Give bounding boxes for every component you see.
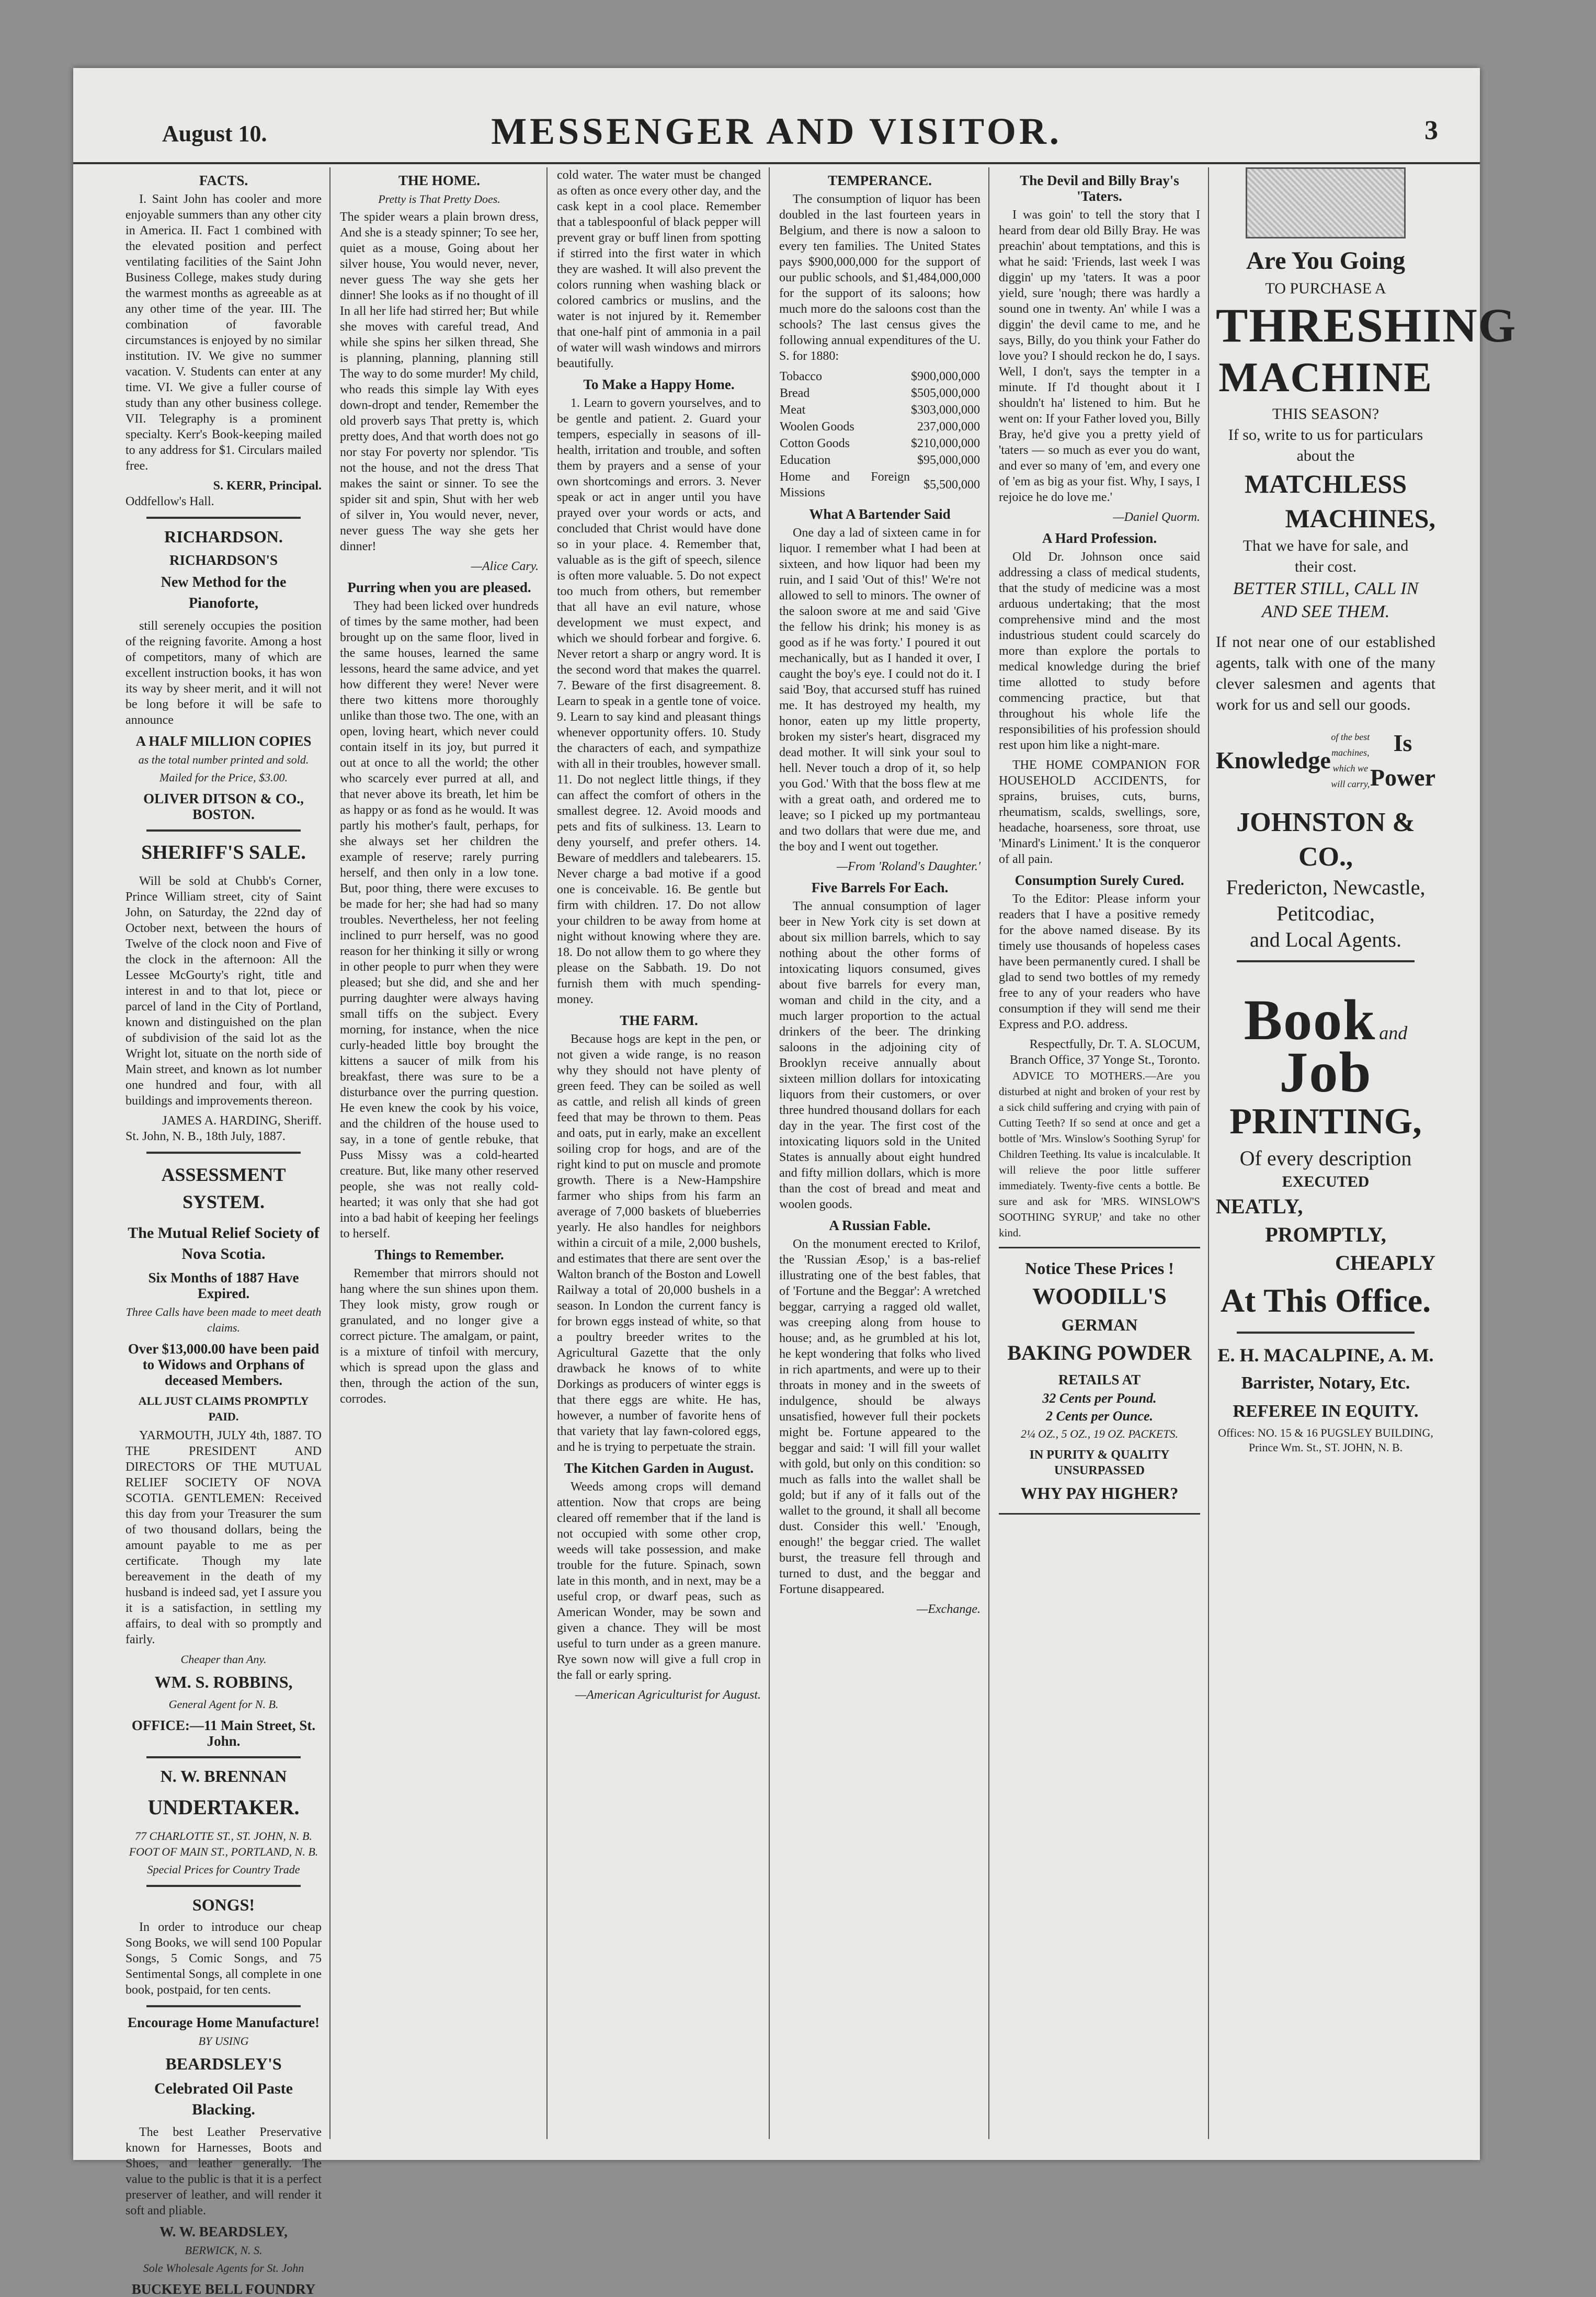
- ad-every-description: Of every description: [1239, 1146, 1412, 1170]
- farm-body: Because hogs are kept in the pen, or not given a wide range, is no reason why they should not have plenty of green feed. They can be soiled as well as cattle, and relish all kinds of green feed that may be thrown to them. Peas and oats, put in early, make an excellent soiling crop for hogs, and are of the right kind to put on muscle and promote growth. There is a New-Hampshire farmer who ships from his farm an average of 7,000 baskets of blueberries yearly. He also handles for neighbors within a circuit of a mile, 2,000 bushels, and estimates that there are sent over the Walton branch of the Boston and Lowell Railway a total of 20,000 bushels in a season. In London the current fancy is for brown eggs instead of white, so that a poultry breeder writes to the Agricultural Gazette that the only drawback he knows of to white Dorkings as producers of winter eggs is that there eggs are white. He has, however, a number of favorite hens of that variety that lay fawn-colored eggs, and he is trying to perpetuate the strain.: [557, 1032, 761, 1454]
- robbins-office: OFFICE:—11 Main Street, St. John.: [131, 1718, 316, 1749]
- assessment-prompt: ALL JUST CLAIMS PROMPTLY PAID.: [138, 1394, 309, 1423]
- expenditure-item: Home and Foreign Missions: [780, 470, 910, 499]
- expenditure-item: Woolen Goods: [780, 420, 854, 434]
- fable-title: A Russian Fable.: [829, 1218, 931, 1233]
- richardson-copies: A HALF MILLION COPIES: [135, 733, 312, 749]
- beardsley-name: BEARDSLEY'S: [165, 2054, 282, 2073]
- barrels-title: Five Barrels For Each.: [811, 880, 949, 895]
- ad-this-season: THIS SEASON?: [1272, 405, 1380, 423]
- column-ads-right: [1216, 167, 1517, 2139]
- column-farm: [557, 167, 761, 2139]
- ad-machine: MACHINE: [1218, 355, 1433, 401]
- expenditure-row: [779, 435, 981, 452]
- woodill-why: WHY PAY HIGHER?: [1020, 1484, 1179, 1503]
- page-number: 3: [1424, 116, 1438, 145]
- happy-home-body: 1. Learn to govern yourselves, and to be gentle and patient. 2. Guard your tempers, especially in seasons of ill-health, irritation and trouble, and soften them by prayers and a sense of your own shortcomings and errors. 3. Never speak or act in anger until you have prayed over your words or acts, and concluded that Christ would have done so in your place. 4. Remember that, valuable as is the gift of speech, silence is often more valuable. 5. Do not expect too much from others, but remember that all have an evil nature, whose development we must expect, and which we should forbear and forgive. 6. Never retort a sharp or angry word. It is the second word that makes the quarrel. 7. Beware of the first disagreement. 8. Learn to speak in a gentle tone of voice. 9. Learn to say kind and pleasant things whenever opportunity offers. 10. Study the characters of each, and sympathize with all in their troubles, however small. 11. Do not neglect little things, if they can affect the comfort of others in the smallest degree. 12. Avoid moods and pets and fits of sulkiness. 13. Learn to deny yourself, and prefer others. 14. Beware of meddlers and talebearers. 15. Never charge a bad motive if a good one is conceivable. 16. Be gentle but firm with children. 17. Do not allow your children to be away from home at night without knowing where they are. 18. Do not allow them to go where they please on the Sabbath. 19. Do not furnish them with much spending-money.: [557, 396, 761, 1006]
- divider: [1237, 960, 1415, 962]
- woodill-name: WOODILL'S: [1032, 1283, 1167, 1309]
- expenditure-item: Education: [780, 453, 831, 467]
- beardsley-agents: Sole Wholesale Agents for St. John: [143, 2261, 304, 2275]
- sheriff-signature: JAMES A. HARDING, Sheriff.: [162, 1114, 322, 1128]
- ad-are-you-going: Are You Going: [1246, 247, 1406, 275]
- ad-neatly: NEATLY,: [1216, 1195, 1303, 1218]
- expenditure-amount: $505,000,000: [911, 386, 980, 400]
- woodill-price-pound: 32 Cents per Pound.: [1042, 1391, 1157, 1406]
- column-rule: [1208, 167, 1209, 2139]
- woodill-german: GERMAN: [1061, 1315, 1138, 1334]
- column-misc: [999, 167, 1200, 2139]
- divider: [1237, 1332, 1415, 1334]
- assessment-society: The Mutual Relief Society of Nova Scotia.: [128, 1224, 320, 1263]
- consumption-signature: Respectfully, Dr. T. A. SLOCUM, Branch Office, 37 Yonge St., Toronto.: [1009, 1038, 1200, 1067]
- divider: [146, 829, 301, 832]
- issue-date: August 10.: [162, 121, 267, 146]
- expenditure-amount: 237,000,000: [917, 420, 980, 434]
- bartender-title: What A Bartender Said: [809, 506, 951, 522]
- beardsley-maker: W. W. BEARDSLEY,: [159, 2224, 288, 2239]
- assessment-calls: Three Calls have been made to meet death claims.: [126, 1305, 322, 1334]
- brennan-trade: UNDERTAKER.: [147, 1795, 300, 1819]
- divider: [146, 1885, 301, 1887]
- divider: [146, 517, 301, 519]
- ad-johnston: JOHNSTON & CO.,: [1236, 808, 1415, 872]
- expenditure-row: [779, 402, 981, 418]
- expenditure-table: [779, 368, 981, 501]
- expenditure-amount: $95,000,000: [917, 453, 980, 467]
- ad-to-purchase: TO PURCHASE A: [1265, 280, 1386, 297]
- ad-job: Job: [1279, 1040, 1372, 1104]
- expenditure-amount: $210,000,000: [911, 437, 980, 450]
- story-body: They had been licked over hundreds of times by the same mother, had been brought up on the same floor, lived in the same houses, learned the same lessons, heard the same advice, and yet how different they were! Never were there two kittens more thoroughly unlike than those two. The one, with an open, loving heart, which never could contain itself in its joy, but purred it out at once to all the world; the other who scarcely ever purred at all, and that never above its breath, let him be as happy or as fond as he would. It was partly his mother's fault, perhaps, for she always set her children the example of reserve; rarely purring herself, and then only in a low tone. But, poor thing, there were excuses to be made for her; she had had so many troubles. Nevertheless, her not feeling inclined to purr herself, was no good reason for her thinking it silly or wrong in other people to purr when they were pleased; but she did, and she and her purring daughter were always having small tiffs on the subject. Every morning, for instance, when the nice curly-headed little boy brought the kittens a saucer of milk from his breakfast, there was sure to be a disturbance over the purring question. He even knew the cook by his voice, and the children of the house used to say, in a tone of gentle rebuke, that Puss Missy was a cold-hearted creature. But, like many other reserved people, she was not really cold-hearted; it was only that she had got into a bad habit of keeping her feelings to herself.: [340, 599, 539, 1241]
- profession-title: A Hard Profession.: [1042, 530, 1157, 546]
- masthead: [73, 105, 1480, 164]
- consumption-title: Consumption Surely Cured.: [1014, 872, 1184, 888]
- richardson-subtitle: RICHARDSON'S: [169, 552, 278, 568]
- richardson-body: still serenely occupies the position of the reigning favorite. Among a host of competitors, many of which are excellent instruction books, it has won its way by sheer merit, and it will not be long before it will be safe to announce: [126, 619, 322, 727]
- sheriff-date: St. John, N. B., 18th July, 1887.: [126, 1130, 286, 1143]
- beardsley-body: The best Leather Preservative known for Harnesses, Boots and Shoes, and leather generally. The value to the public is that it is a perfect preserver of leather, and will render it soft and pliable.: [126, 2125, 322, 2218]
- facts-hall: Oddfellow's Hall.: [126, 495, 214, 508]
- brennan-address: 77 CHARLOTTE ST., ST. JOHN, N. B. FOOT OF MAIN ST., PORTLAND, N. B.: [129, 1829, 318, 1858]
- home-heading: THE HOME.: [398, 173, 480, 188]
- ad-their-cost: their cost.: [1294, 558, 1357, 575]
- woodill-price-ounce: 2 Cents per Ounce.: [1045, 1408, 1154, 1424]
- ad-and-see: AND SEE THEM.: [1261, 602, 1390, 621]
- woodill-baking: BAKING POWDER: [1007, 1341, 1192, 1364]
- ad-knowledge: Knowledge: [1216, 747, 1331, 774]
- farm-heading: THE FARM.: [620, 1013, 698, 1028]
- songs-body: In order to introduce our cheap Song Books, we will send 100 Popular Songs, 5 Comic Songs, and 75 Sentimental Songs, all complete in one book, postpaid, for ten cents.: [126, 1920, 322, 1997]
- brennan-prices: Special Prices for Country Trade: [147, 1863, 300, 1876]
- beardsley-by-using: BY USING: [198, 2034, 249, 2048]
- sheriff-title: SHERIFF'S SALE.: [141, 842, 306, 863]
- ad-printing: PRINTING,: [1229, 1101, 1422, 1142]
- ad-executed: EXECUTED: [1282, 1173, 1370, 1190]
- ad-is-power: Is Power: [1370, 730, 1435, 791]
- ad-cheaply: CHEAPLY: [1335, 1251, 1435, 1275]
- expenditure-row: [779, 418, 981, 435]
- richardson-title: RICHARDSON.: [164, 527, 283, 546]
- household-intro: cold water. The water must be changed as often as once every other day, and the cask kept in a cool place. Remember that a tablespoonful of black pepper will prevent gray or buff linen from spotting if stirred into the first water in which they are washed. It will also prevent the colors running when washing black or colored cambrics or muslins, and the water is not injured by it. Remember that one-half pint of ammonia in a pail of water will wash windows and mirrors beautifully.: [557, 168, 761, 370]
- bartender-credit: —From 'Roland's Daughter.': [836, 860, 981, 873]
- ad-knowledge-line: [1216, 726, 1435, 795]
- expenditure-item: Bread: [780, 386, 810, 400]
- richardson-method: New Method for the Pianoforte,: [161, 574, 287, 611]
- divider: [146, 1756, 301, 1758]
- ad-of-the-best: of the best machines, which we will carry,: [1331, 732, 1370, 789]
- liniment-ad: THE HOME COMPANION FOR HOUSEHOLD ACCIDENTS, for sprains, bruises, cuts, burns, rheumatism, scalds, swellings, sore, headache, hoarseness, sore throat, use 'Minard's Liniment.' It is the conqueror of all pain.: [999, 758, 1200, 866]
- ad-and: and: [1379, 1022, 1408, 1043]
- column-rule: [988, 167, 989, 2139]
- temperance-heading: TEMPERANCE.: [828, 173, 932, 188]
- barrels-body: The annual consumption of lager beer in New York city is set down at about six million barrels, which to say nothing about the other forms of intoxicating liquors consumed, gives about five barrels for every man, woman and child in the city, and a much larger proportion to the actual drinkers of the beer. The drinking saloons in the adjoining city of Brooklyn receive annually about sixteen million dollars for intoxicating liquors from their customers, or over three hundred thousand dollars for each day in the year. The first cost of the intoxicating liquors sold in the United States is annually about eight hundred and fifty million dollars, which is more than the cost of bread and meat and woolen goods.: [779, 900, 981, 1211]
- sheriff-body: Will be sold at Chubb's Corner, Prince William street, city of Saint John, on Saturday, the 22nd day of October next, between the hours of Twelve of the clock noon and Five of the clock in the afternoon: All the Lessee McGourty's right, title and interest in and to that lot, piece or parcel of land in the City of Portland, known and distinguished on the plan of subdivision of the said lot as the Wright lot, situate on the north side of Main street, and known as lot number one hundred and four, with all buildings and improvements thereon.: [126, 874, 322, 1108]
- ad-barrister: Barrister, Notary, Etc.: [1241, 1373, 1410, 1393]
- beardsley-encourage: Encourage Home Manufacture!: [128, 2015, 320, 2030]
- ad-towns-1: Fredericton, Newcastle,: [1226, 875, 1426, 899]
- bartender-body: One day a lad of sixteen came in for liquor. I remember what I had been at sixteen, and how liquor had been my ruin, and I said 'Out of this!' We're not allowed to sell to minors. The owner of the saloon swore at me and said 'Give the fellow his drink; his money is as good as if he was forty.' I poured it out mechanically, but as I handed it over, I caught the boy's eye. I could not do it. I said 'Boy, that accursed stuff has ruined me. It has destroyed my health, my honor, eaten up my little property, broken my sister's heart, disgraced my dead mother. It will sink your soul to hell. Never touch a drop of it, so help you God.' With that the boss flew at me with a great oath, and ordered me to leave; so I picked up my portmanteau and two dollars that were due me, and the boy and I went out together.: [779, 526, 981, 854]
- column-rule: [329, 167, 330, 2139]
- facts-signature: S. KERR, Principal.: [213, 479, 322, 493]
- ad-macalpine: E. H. MACALPINE, A. M.: [1217, 1345, 1434, 1366]
- garden-body: Weeds among crops will demand attention. Now that crops are being cleared off remember that if the land is not occupied with some other crop, weeds will take possession, and make trouble for the future. Spinach, sown late in this month, and in next, may be a useful crop, or dwarf peas, such as American Wonder, may be sown and given a chance. They will be most useful to turn under as a green manure. Rye sown now will give a full crop in the fall or early spring.: [557, 1480, 761, 1682]
- robbins-agent: General Agent for N. B.: [168, 1698, 279, 1711]
- beardsley-product: Celebrated Oil Paste Blacking.: [154, 2080, 293, 2118]
- richardson-copies-note: as the total number printed and sold.: [138, 753, 309, 766]
- things-body: Remember that mirrors should not hang where the sun shines upon them. They look misty, grow rough or granulated, and no longer give a correct picture. The amalgam, or paint, is a mixture of tinfoil with mercury, which is spread upon the glass and then, through the action of the sun, corrodes.: [340, 1267, 539, 1406]
- expenditure-row: [779, 385, 981, 402]
- poem-title: Pretty is That Pretty Does.: [378, 192, 500, 206]
- ad-referee: REFEREE IN EQUITY.: [1233, 1402, 1419, 1421]
- assessment-title: ASSESSMENT SYSTEM.: [161, 1164, 286, 1212]
- column-temperance: [779, 167, 981, 2139]
- assessment-body: YARMOUTH, JULY 4th, 1887. TO THE PRESIDENT AND DIRECTORS OF THE MUTUAL RELIEF SOCIETY OF NOVA SCOTIA. GENTLEMEN: Received this day from your Treasurer the sum of two thousand dollars, being the amount payable to me as per certificate. Though my late bereavement in the death of my husband is indeed sad, yet I assure you it is a satisfaction, in settling my affairs, to deal with so promptly and fairly.: [126, 1429, 322, 1646]
- divider: [146, 2005, 301, 2007]
- divider: [146, 1152, 301, 1154]
- fable-body: On the monument erected to Krilof, the 'Russian Æsop,' is a bas-relief illustrating one of the best fables, that of 'Fortune and the Beggar': A wretched beggar, carrying a ragged old wallet, was creeping along from house to house; and, as he grumbled at his lot, he kept wondering that folks who lived in rich apartments, and were up to their throats in money and in the sweets of indulgence, should be always unsatisfied, however full their pockets might be. Fortune appeared to the beggar and said: 'I will fill your wallet with gold, but only on this condition: so much as falls into the wallet shall be gold; but if any of it falls out of the wallet to the ground, it shall all become dust. Consider this well.' 'Enough, enough!' the beggar cried. The wallet burst, the treasure fell through and turned to dust, and the beggar and Fortune disappeared.: [779, 1237, 981, 1596]
- facts-heading: FACTS.: [199, 173, 248, 188]
- assessment-paid: Over $13,000.00 have been paid to Widows and Orphans of deceased Members.: [128, 1341, 320, 1388]
- poem-body: The spider wears a plain brown dress, And she is a steady spinner; To see her, quiet as a mouse, Going about her silver house, You would never, never, never guess The way she gets her dinner! She looks as if no thought of ill In all her life had stirred her; But while she moves with careful tread, And while she spins her silken thread, She is planning, planning, planning still The way to do some murder! My child, who reads this simple lay With eyes down-dropt and tender, Remember the old proverb says That pretty is, which pretty does, And that worth does not go nor stay For poverty nor splendor. 'Tis not the house, and not the dress That makes the saint or sinner. To see the spider sit and spin, Shut with her web of silver in, You would never, never, never guess The way she gets her dinner!: [340, 210, 539, 553]
- ad-matchless: MATCHLESS: [1244, 469, 1407, 498]
- ad-machines: MACHINES,: [1285, 504, 1435, 533]
- baking-powder-ad: [999, 1247, 1200, 1515]
- column-ads-left: [126, 167, 322, 2297]
- expenditure-amount: $900,000,000: [911, 370, 980, 383]
- devil-title: The Devil and Billy Bray's 'Taters.: [1020, 173, 1179, 204]
- expenditure-item: Cotton Goods: [780, 437, 850, 450]
- brennan-name: N. W. BRENNAN: [160, 1767, 287, 1786]
- woodill-retails: RETAILS AT: [1058, 1372, 1141, 1388]
- ad-promptly: PROMPTLY,: [1265, 1223, 1386, 1246]
- expenditure-amount: $5,500,000: [924, 478, 980, 492]
- garden-title: The Kitchen Garden in August.: [564, 1460, 754, 1476]
- things-title: Things to Remember.: [374, 1247, 504, 1263]
- ad-this-office: At This Office.: [1220, 1282, 1431, 1319]
- happy-home-title: To Make a Happy Home.: [583, 377, 735, 392]
- ad-towns-2: Petitcodiac,: [1276, 902, 1375, 925]
- expenditure-item: Tobacco: [780, 370, 822, 383]
- ad-better-still: BETTER STILL, CALL IN: [1233, 579, 1419, 598]
- threshing-machine-engraving: [1246, 167, 1406, 238]
- ad-if-not-near: If not near one of our established agents, talk with one of the many clever salesmen and agents that work for us and sell our goods.: [1216, 633, 1435, 713]
- ad-threshing: THRESHING: [1216, 299, 1517, 352]
- ad-about-the: about the: [1296, 447, 1355, 464]
- assessment-cheaper: Cheaper than Any.: [180, 1653, 267, 1666]
- beardsley-location: BERWICK, N. S.: [185, 2244, 263, 2257]
- mothers-advice: ADVICE TO MOTHERS.—Are you disturbed at night and broken of your rest by a sick child suffering and crying with pain of Cutting Teeth? If so send at once and get a bottle of 'Mrs. Winslow's Soothing Syrup' for Children Teething. Its value is incalculable. It will relieve the poor little sufferer immediately. Twenty-five cents a bottle. Be sure and ask for 'MRS. WINSLOW'S SOOTHING SYRUP,' and take no other kind.: [999, 1070, 1200, 1239]
- woodill-purity: IN PURITY & QUALITY UNSURPASSED: [1029, 1448, 1170, 1477]
- expenditure-item: Meat: [780, 403, 806, 417]
- newspaper-title: MESSENGER AND VISITOR.: [491, 110, 1062, 152]
- robbins-name: WM. S. ROBBINS,: [154, 1673, 293, 1691]
- woodill-packets: 2¼ OZ., 5 OZ., 19 OZ. PACKETS.: [1021, 1427, 1178, 1440]
- ad-if-so: If so, write to us for particulars: [1228, 426, 1423, 444]
- garden-credit: —American Agriculturist for August.: [575, 1688, 761, 1702]
- expenditure-row: [779, 452, 981, 469]
- ad-macalpine-office: Offices: NO. 15 & 16 PUGSLEY BUILDING, Prince Wm. St., ST. JOHN, N. B.: [1218, 1426, 1433, 1454]
- consumption-body: To the Editor: Please inform your readers that I have a positive remedy for the above named disease. By its timely use thousands of hopeless cases have been permanently cured. I shall be glad to send two bottles of my remedy free to any of your readers who have consumption if they will send me their Express and P.O. address.: [999, 892, 1200, 1031]
- expenditure-row: [779, 469, 981, 501]
- facts-body: I. Saint John has cooler and more enjoyable summers than any other city in America. II. Fact 1 combined with the elevated position and perfect ventilating facilities of the Saint John Business College, makes study during the warmest months as agreeable as at any other time of the year. III. The combination of favorable circumstances is enjoyed by no similar institution. IV. We give no summer vacation. V. Students can enter at any time. VI. We give a fuller course of study than any other business college. VII. Telegraphy is a prominent specialty. Kerr's Book-keeping mailed to any address for $1. Circulars mailed free.: [126, 192, 322, 473]
- richardson-mailed: Mailed for the Price, $3.00.: [159, 771, 288, 784]
- ad-that-we: That we have for sale, and: [1242, 537, 1409, 554]
- profession-body: Old Dr. Johnson once said addressing a class of medical students, that the study of medicine was a most arduous undertaking; that the most comprehensive mind and the most industrious student could scarcely do more than explore the portals to medical knowledge during the brief time allotted to study before commencing practice, but that throughout his whole life the responsibilities of his profession should rest upon him like a night-mare.: [999, 550, 1200, 752]
- book-job-line: [1216, 988, 1435, 1104]
- temperance-intro: The consumption of liquor has been doubled in the last fourteen years in Belgium, and there is now a saloon to every ten families. The United States pays $900,000,000 for the support of our public schools, and $1,484,000,000 for the support of its saloons; how much more do the saloons cost than the schools? The last census gives the following annual expenditures of the U. S. for 1880:: [779, 192, 981, 363]
- notice-prices: Notice These Prices !: [1025, 1259, 1174, 1278]
- ad-book: Book: [1244, 988, 1376, 1052]
- devil-body: I was goin' to tell the story that I heard from dear old Billy Bray. He was preachin' about temptations, and this is what he said: 'Friends, last week I was diggin' up my 'taters. It was a poor yield, sure 'nough; there was hardly a sound one in twenty. An' while I was a diggin' the devil came to me, and he says, Billy, do you think your Father do love you? I should reckon he do, I says. Well, I don't, says the tempter in a minute. If I'd thought about it I shouldn't ha' listened to him. But he went on: If your Father loved you, Billy Bray, he'd give you a pretty yield of 'taters — so much as ever you do want, and ever so many of 'em, and every one of 'em as big as your fist. Why, I says, I rejoice he do love me.': [999, 208, 1200, 504]
- assessment-expired: Six Months of 1887 Have Expired.: [148, 1270, 299, 1301]
- richardson-publisher: OLIVER DITSON & CO., BOSTON.: [143, 791, 304, 822]
- column-rule: [769, 167, 770, 2139]
- column-rule: [546, 167, 548, 2139]
- story-title: Purring when you are pleased.: [347, 579, 531, 595]
- column-home: [340, 167, 539, 2139]
- expenditure-amount: $303,000,000: [911, 403, 980, 417]
- poem-author: —Alice Cary.: [471, 560, 539, 573]
- bell-foundry: BUCKEYE BELL FOUNDRY: [131, 2281, 316, 2297]
- devil-credit: —Daniel Quorm.: [1113, 510, 1200, 524]
- expenditure-row: [779, 368, 981, 385]
- songs-title: SONGS!: [192, 1895, 255, 1914]
- fable-credit: —Exchange.: [917, 1602, 981, 1616]
- newspaper-page: [73, 68, 1517, 2297]
- ad-local-agents: and Local Agents.: [1250, 928, 1401, 951]
